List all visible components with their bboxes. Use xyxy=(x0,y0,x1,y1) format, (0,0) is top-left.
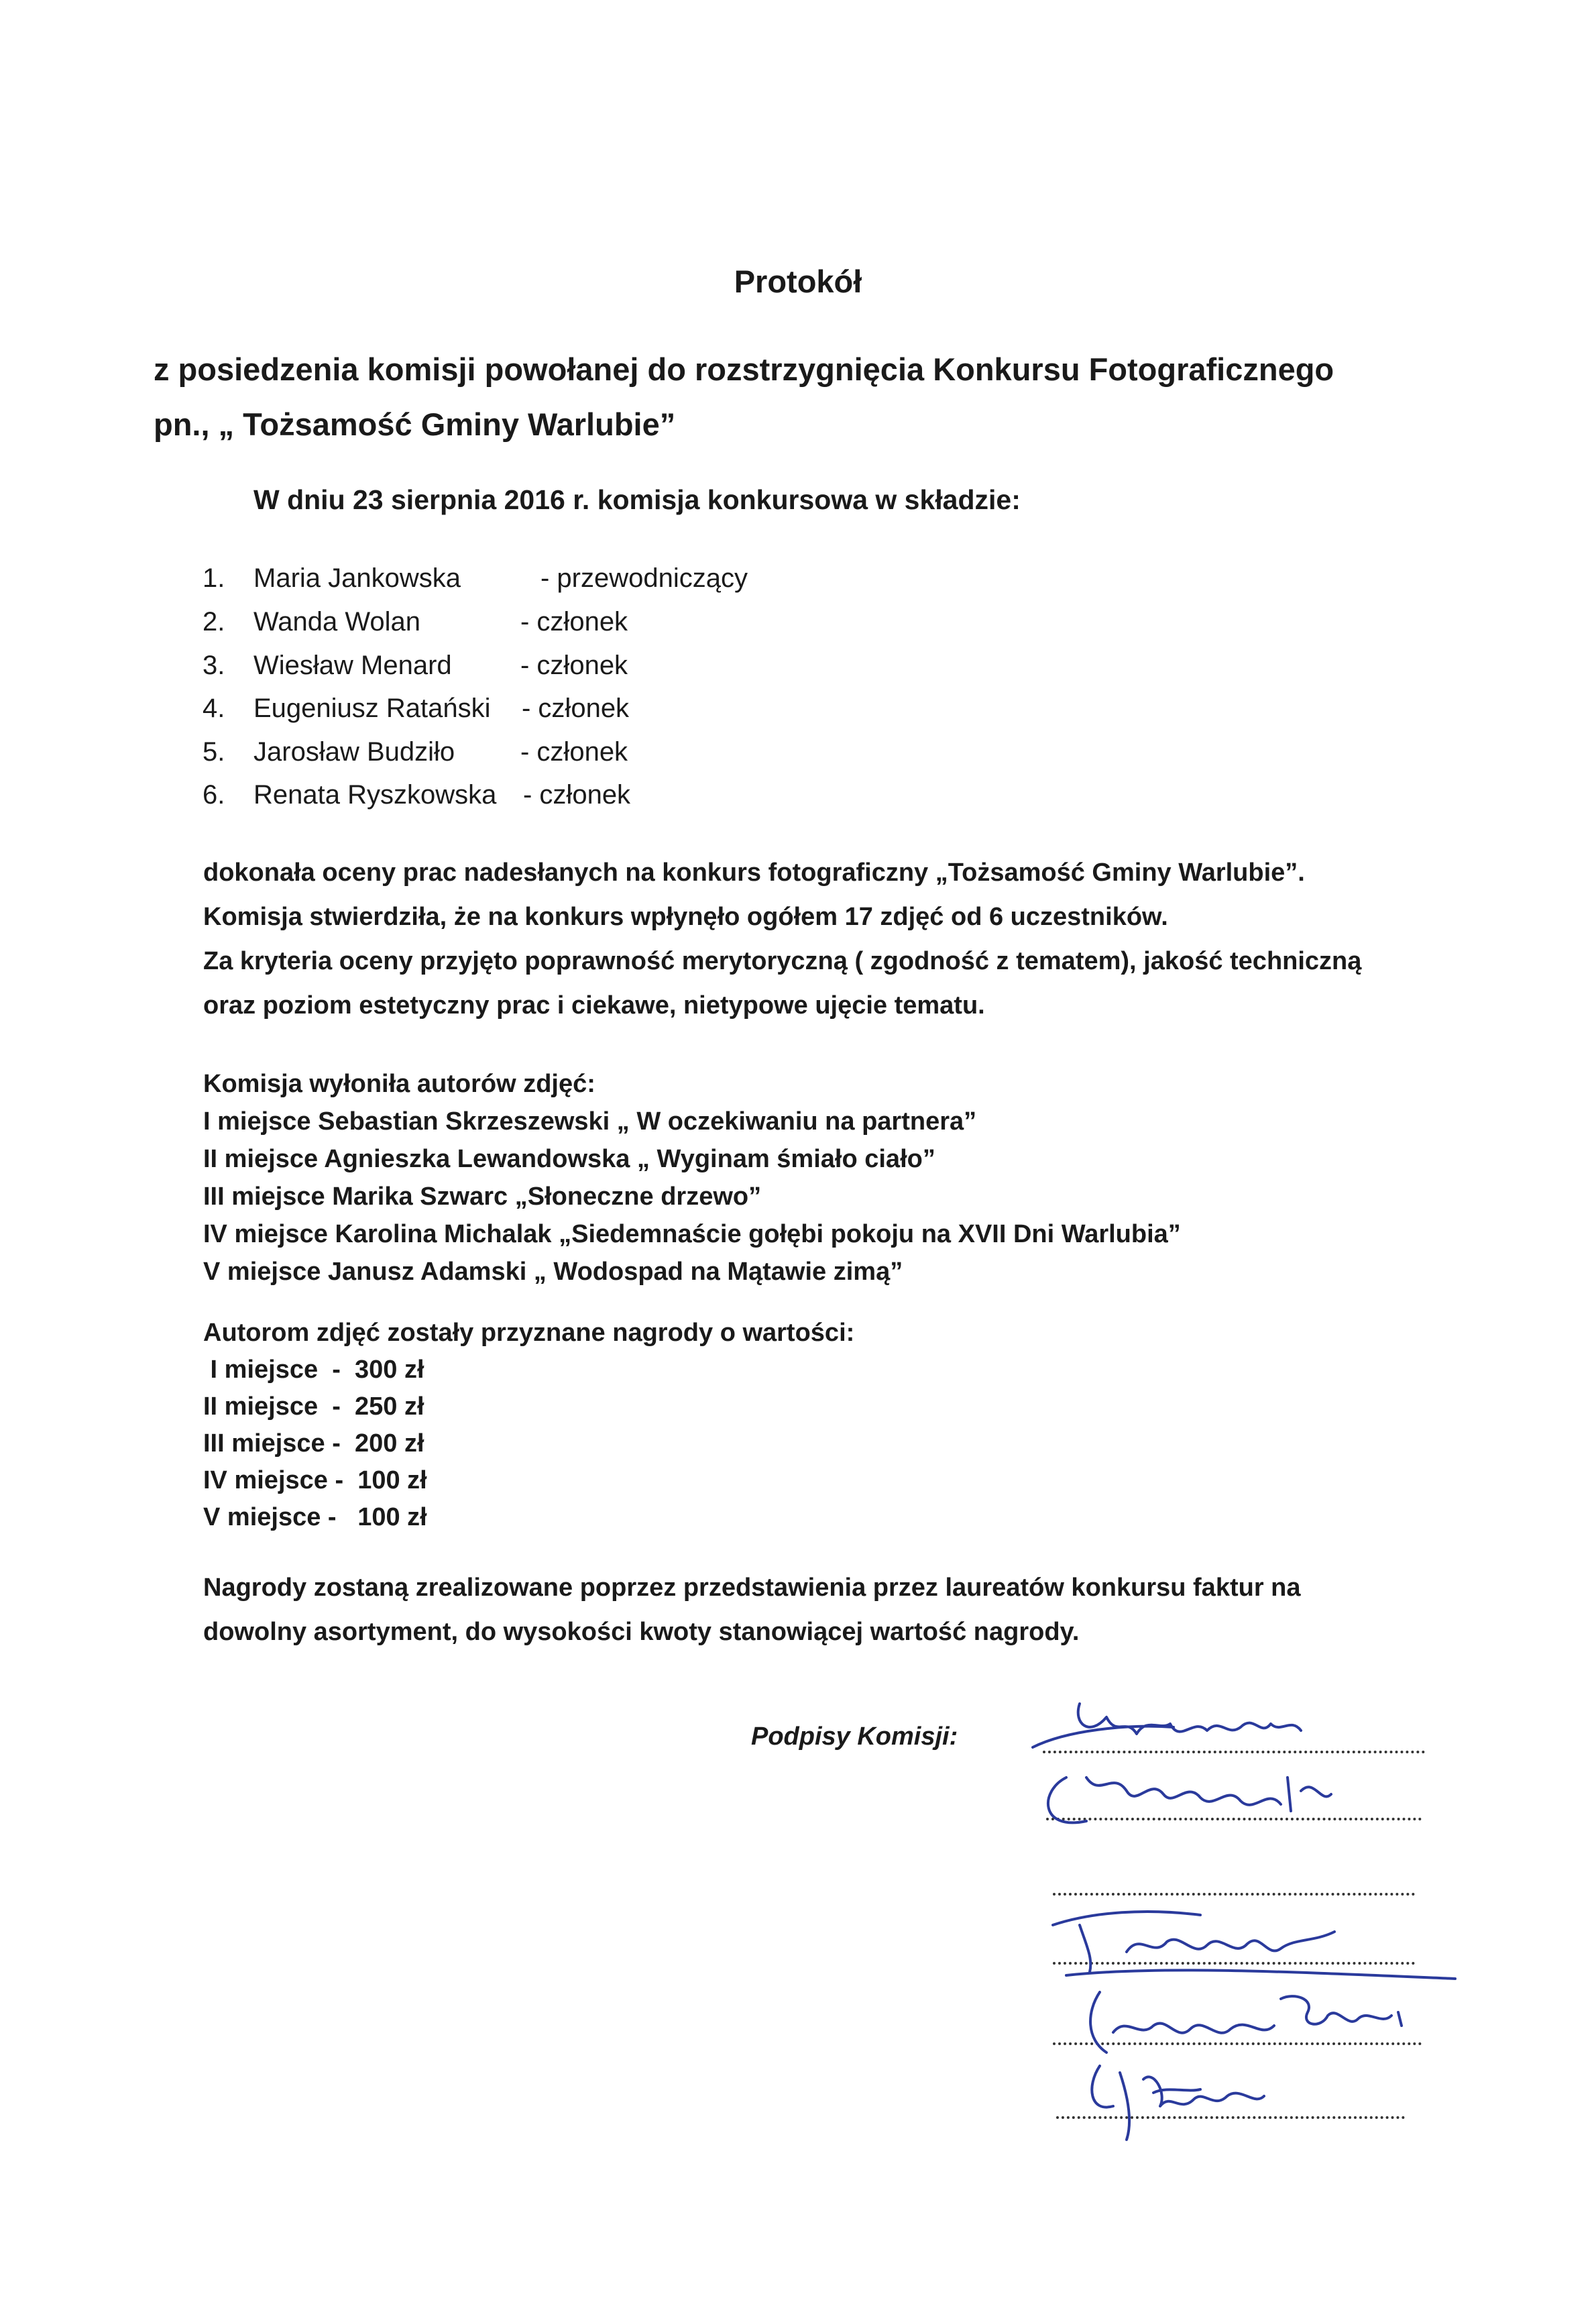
winner-row: V miejsce Janusz Adamski „ Wodospad na Mątawie zimą” xyxy=(203,1258,903,1286)
prize-row: I miejsce - 300 zł xyxy=(203,1356,424,1384)
prize-row: III miejsce - 200 zł xyxy=(203,1429,424,1458)
member-number: 5. xyxy=(203,737,225,767)
evaluation-line-1: dokonała oceny prac nadesłanych na konkurs fotograficzny „Tożsamość Gminy Warlubie”. xyxy=(203,859,1305,887)
evaluation-line-3: Za kryteria oceny przyjęto poprawność merytoryczną ( zgodność z tematem), jakość techniczną xyxy=(203,947,1362,975)
prizes-heading: Autorom zdjęć zostały przyznane nagrody o wartości: xyxy=(203,1319,855,1347)
member-role: - członek xyxy=(523,780,631,810)
winner-row: IV miejsce Karolina Michalak „Siedemnaście gołębi pokoju na XVII Dni Warlubia” xyxy=(203,1220,1181,1248)
prize-row: II miejsce - 250 zł xyxy=(203,1392,424,1421)
prize-row: IV miejsce - 100 zł xyxy=(203,1466,427,1494)
closing-line-2: dowolny asortyment, do wysokości kwoty stanowiącej wartość nagrody. xyxy=(203,1618,1080,1646)
member-number: 2. xyxy=(203,607,225,637)
signatures-label: Podpisy Komisji: xyxy=(751,1722,958,1751)
winners-heading: Komisja wyłoniła autorów zdjęć: xyxy=(203,1070,595,1098)
evaluation-line-4: oraz poziom estetyczny prac i ciekawe, nietypowe ujęcie tematu. xyxy=(203,991,985,1020)
member-role: - członek xyxy=(520,737,628,767)
member-role: - przewodniczący xyxy=(540,563,748,593)
member-number: 3. xyxy=(203,651,225,680)
member-name: Wanda Wolan xyxy=(253,607,421,637)
member-role: - członek xyxy=(522,694,630,723)
handwritten-signatures xyxy=(1026,1677,1428,2146)
prize-row: V miejsce - 100 zł xyxy=(203,1503,427,1531)
intro-text: W dniu 23 sierpnia 2016 r. komisja konkursowa w składzie: xyxy=(253,484,1021,515)
winner-row: II miejsce Agnieszka Lewandowska „ Wyginam śmiało ciało” xyxy=(203,1145,935,1173)
member-name: Jarosław Budziło xyxy=(253,737,455,767)
member-number: 6. xyxy=(203,780,225,810)
winner-row: I miejsce Sebastian Skrzeszewski „ W oczekiwaniu na partnera” xyxy=(203,1107,977,1136)
closing-line-1: Nagrody zostaną zrealizowane poprzez przedstawienia przez laureatów konkursu faktur na xyxy=(203,1574,1301,1602)
member-name: Renata Ryszkowska xyxy=(253,780,497,810)
member-role: - członek xyxy=(520,651,628,680)
member-name: Maria Jankowska xyxy=(253,563,461,593)
document-subtitle-line-2: pn., „ Tożsamość Gminy Warlubie” xyxy=(154,406,676,442)
member-role: - członek xyxy=(520,607,628,637)
evaluation-line-2: Komisja stwierdziła, że na konkurs wpłynęło ogółem 17 zdjęć od 6 uczestników. xyxy=(203,903,1168,931)
winner-row: III miejsce Marika Szwarc „Słoneczne drzewo” xyxy=(203,1183,762,1211)
document-subtitle-line-1: z posiedzenia komisji powołanej do rozstrzygnięcia Konkursu Fotograficznego xyxy=(154,351,1334,387)
member-name: Wiesław Menard xyxy=(253,651,452,680)
document-title: Protokół xyxy=(734,264,862,299)
member-number: 4. xyxy=(203,694,225,723)
member-number: 1. xyxy=(203,563,225,593)
member-name: Eugeniusz Ratański xyxy=(253,694,491,723)
